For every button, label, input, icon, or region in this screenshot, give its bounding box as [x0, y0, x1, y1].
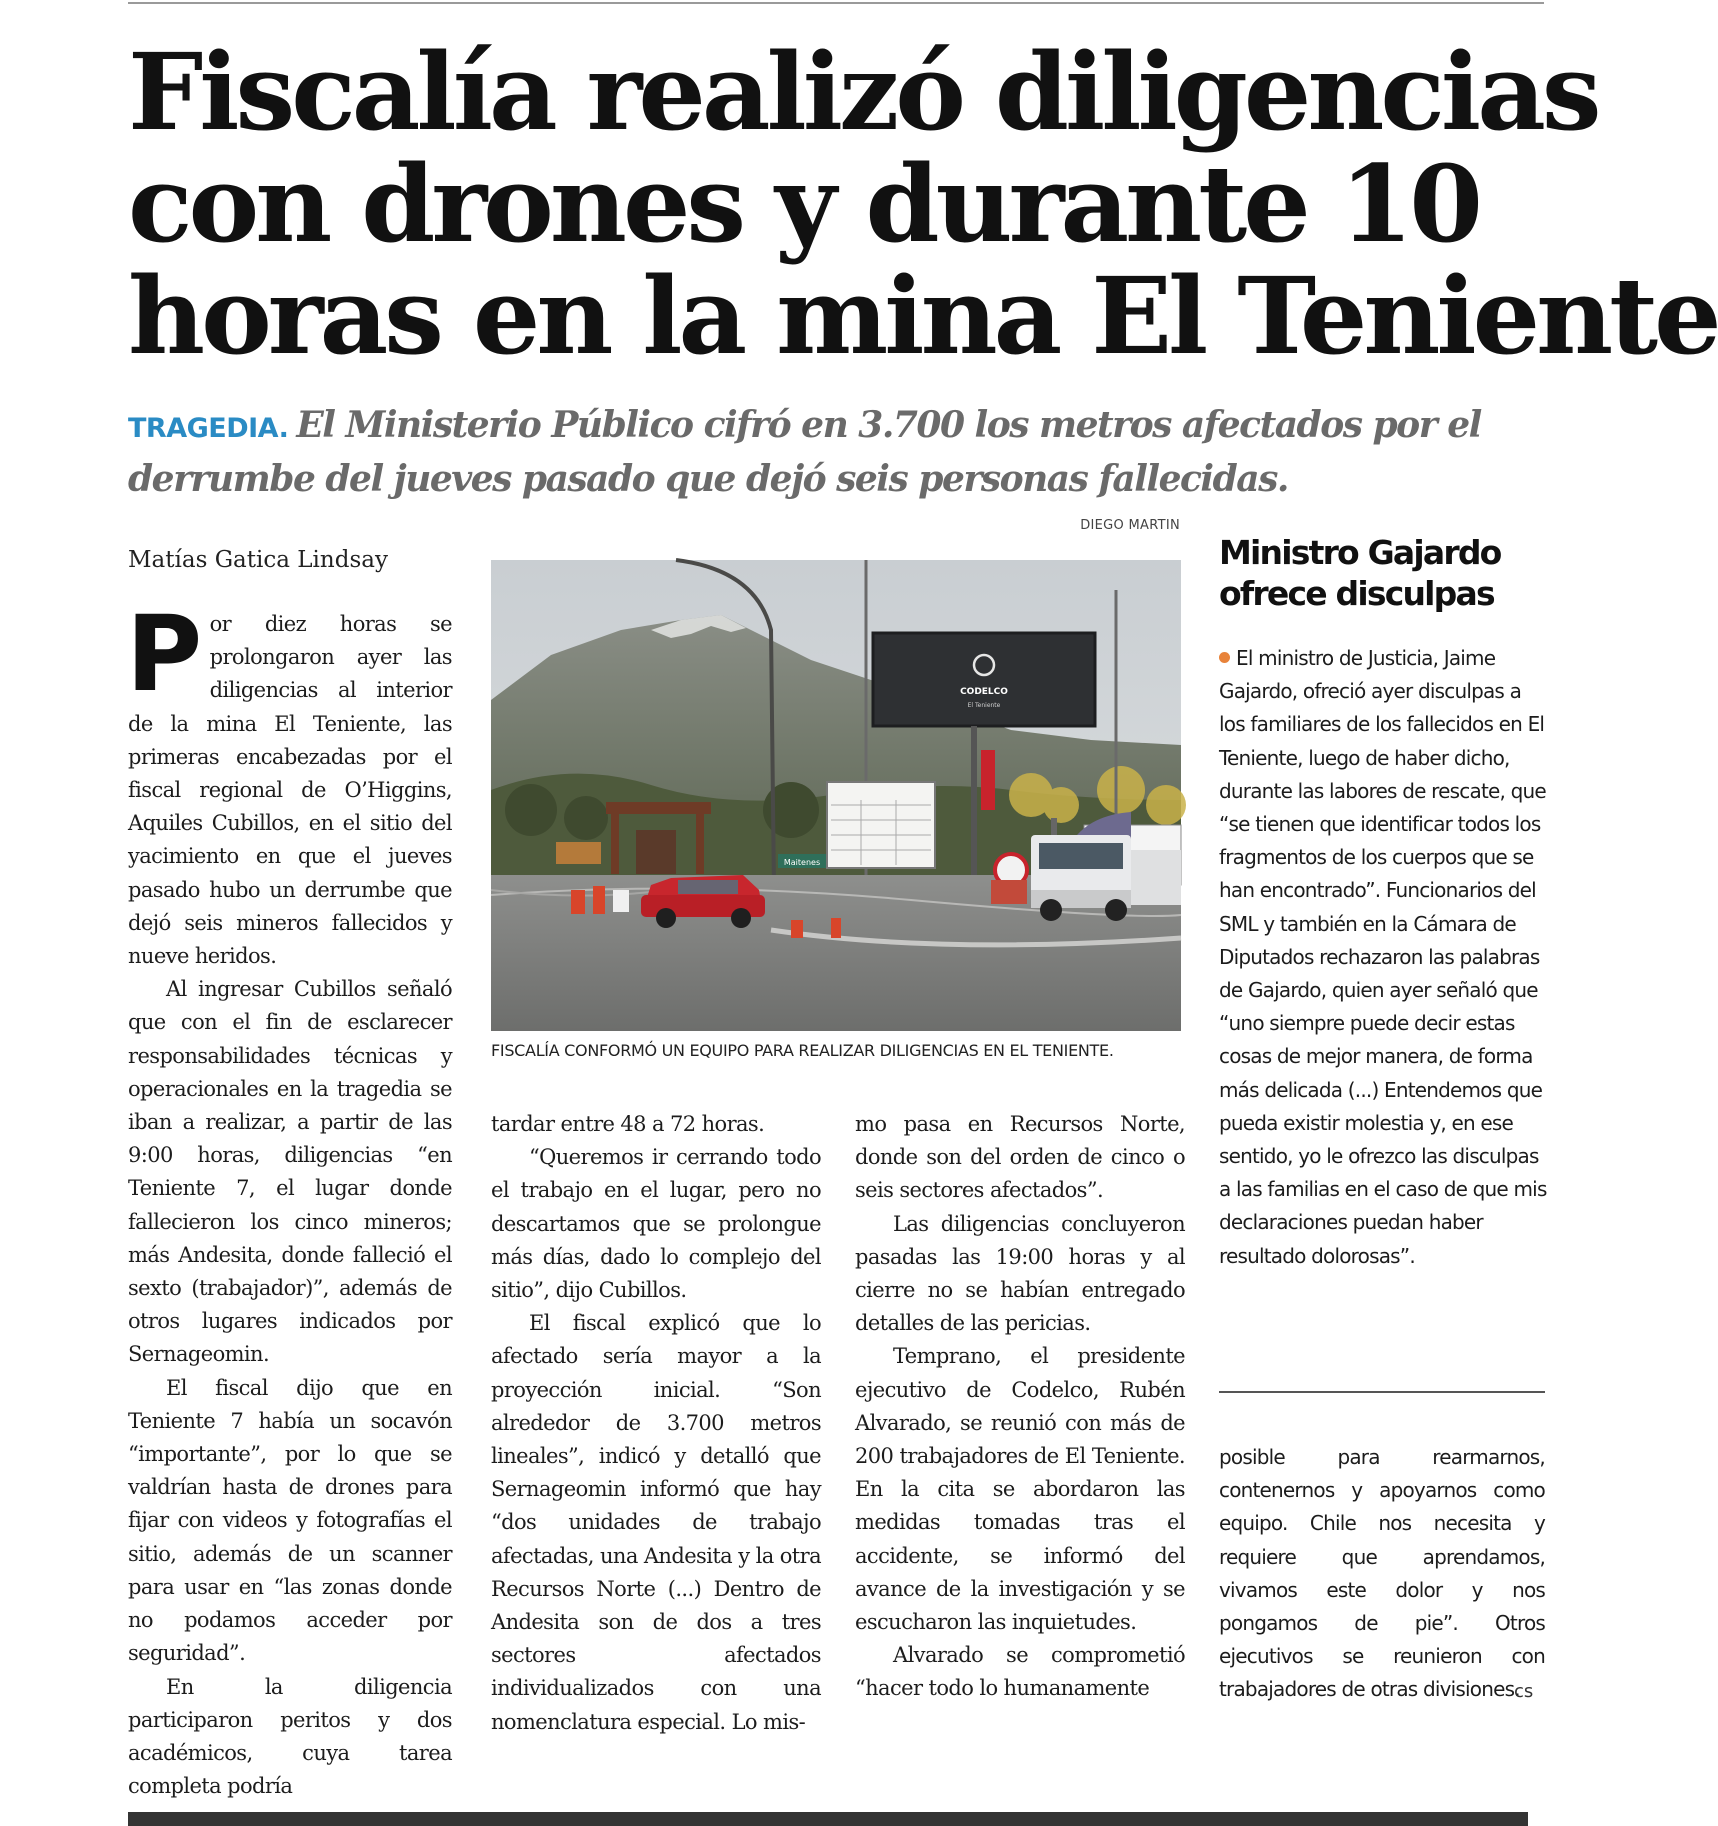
billboard-logo: CODELCO — [960, 687, 1008, 697]
paragraph: El fiscal dijo que en Teniente 7 había un socavón “importante”, por lo que se valdrían hasta de drones para fijar con videos y fotografías el sitio, además de un scanner para usar en “las zonas donde no podamos acceder por seguridad”. — [128, 1375, 452, 1666]
paragraph: posible para rearmarnos, contenernos y apoyarnos como equipo. Chile nos necesita y requiere que aprendamos, vivamos este dolor y nos pongamos de pie”. Otros ejecutivos se reunieron con trabajadores de otras divisiones. — [1219, 1445, 1545, 1702]
article-column-4 — [1219, 1441, 1545, 1707]
headline-line-2: con drones y durante 10 — [128, 141, 1480, 266]
paragraph: Al ingresar Cubillos señaló que con el fin de esclarecer responsabilidades técnicas y operacionales en la tragedia se iban a realizar, a partir de las 9:00 horas, diligencias “en Teniente 7, el lugar donde fallecieron los cinco mineros; más Andesita, donde falleció el sexto (trabajador)”, además de otros lugares indicados por Sernageomin. — [128, 977, 452, 1367]
deck — [128, 400, 1548, 504]
deck-text: El Ministerio Público cifró en 3.700 los metros afectados por el derrumbe del jueves pasado que dejó seis personas fallecidas. — [128, 404, 1481, 500]
headline-line-3: horas en la mina El Teniente — [128, 253, 1718, 378]
paragraph-text: or diez horas se prolongaron ayer las diligencias al interior de la mina El Teniente, las primeras encabezadas por el fiscal regional de O’Higgins, Aquiles Cubillos, en el sitio del yacimiento en que el jueves pasado hubo un derrumbe que dejó seis mineros fallecidos y nueve heridos. — [128, 612, 452, 969]
kicker: TRAGEDIA. — [128, 413, 289, 444]
paragraph: mo pasa en Recursos Norte, donde son del orden de cinco o seis sectores afectados”. — [855, 1112, 1185, 1203]
sidebar-body — [1219, 642, 1547, 1273]
sidebar-divider — [1219, 1391, 1545, 1393]
paragraph: Las diligencias concluyeron pasadas las 19:00 horas y al cierre no se habían entregado detalles de las pericias. — [855, 1211, 1185, 1336]
byline: Matías Gatica Lindsay — [128, 547, 388, 573]
paragraph: El fiscal explicó que lo afectado sería mayor a la proyección inicial. “Son alrededor de 3.700 metros lineales”, indicó y detalló que Sernageomin informó que hay “dos unidades de trabajo afectadas, una Andesita y la otra Recursos Norte (...) Dentro de Andesita son de dos a tres sectores afectados individualizados con una nomenclatura especial. Lo mis- — [491, 1311, 821, 1734]
road-sign: Maitenes — [783, 858, 821, 867]
next-article-edge — [128, 1812, 1528, 1826]
paragraph: “Queremos ir cerrando todo el trabajo en el lugar, pero no descartamos que se prolongue más días, dado lo complejo del sitio”, dijo Cubillos. — [491, 1145, 821, 1303]
paragraph: En la diligencia participaron peritos y dos académicos, cuya tarea completa podría — [128, 1674, 452, 1799]
end-mark-icon: cs — [1514, 1681, 1534, 1702]
photo-credit: DIEGO MARTIN — [1080, 518, 1180, 533]
headline — [128, 29, 1718, 378]
headline-line-1: Fiscalía realizó diligencias — [128, 29, 1598, 154]
paragraph: tardar entre 48 a 72 horas. — [491, 1112, 765, 1136]
article-column-2 — [491, 1108, 821, 1739]
top-rule — [128, 2, 1544, 4]
sidebar-body-text: El ministro de Justicia, Jaime Gajardo, ofreció ayer disculpas a los familiares de los fallecidos en El Teniente, luego de haber dicho, durante las labores de rescate, que “se tienen que identificar todos los fragmentos de los cuerpos que se han encontrado”. Funcionarios del SML y también en la Cámara de Diputados rechazaron las palabras de Gajardo, quien ayer señaló que “uno siempre puede decir estas cosas de mejor manera, de forma más delicada (...) Entendemos que pueda existir molestia y, en ese sentido, yo le ofrezco las disculpas a las familias en el caso de que mis declaraciones puedan haber resultado dolorosas”. — [1219, 646, 1547, 1268]
article-column-3 — [855, 1108, 1185, 1706]
sidebar-title: Ministro Gajardo ofrece disculpas — [1219, 533, 1501, 613]
photo-caption: FISCALÍA CONFORMÓ UN EQUIPO PARA REALIZAR DILIGENCIAS EN EL TENIENTE. — [491, 1041, 1114, 1060]
news-photo — [491, 560, 1181, 1031]
paragraph — [126, 593, 452, 973]
bullet-dot-icon — [1219, 652, 1230, 663]
mine-entrance-photo — [491, 560, 1181, 1031]
paragraph: Alvarado se comprometió “hacer todo lo humanamente — [855, 1643, 1185, 1701]
billboard-sub: El Teniente — [967, 702, 1001, 709]
paragraph: Temprano, el presidente ejecutivo de Codelco, Rubén Alvarado, se reunió con más de 200 trabajadores de El Teniente. En la cita se abordaron las medidas tomadas tras el accidente, se informó del avance de la investigación y se escucharon las inquietudes. — [855, 1344, 1185, 1635]
drop-cap: P — [126, 593, 202, 715]
article-column-1 — [126, 593, 452, 1803]
